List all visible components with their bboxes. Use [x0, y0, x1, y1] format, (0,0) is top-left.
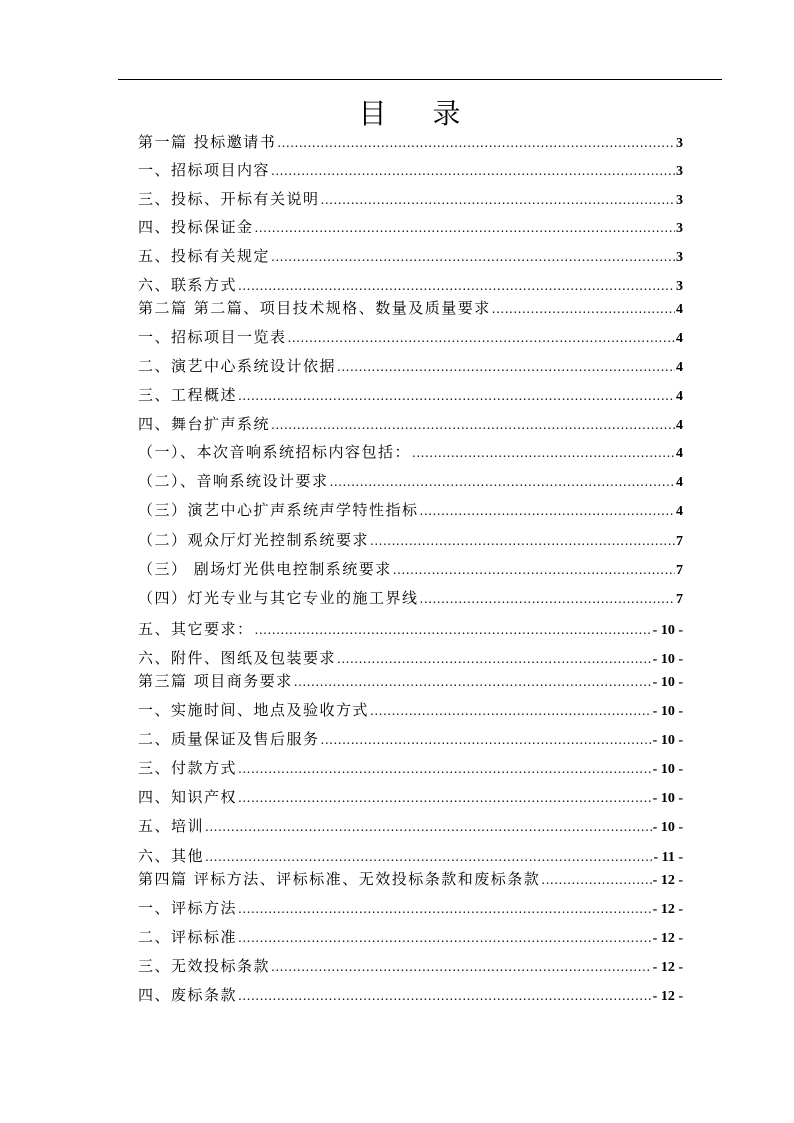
toc-entry[interactable]: [138, 274, 683, 296]
toc-dot-leader: [321, 189, 675, 211]
toc-dot-leader: [393, 559, 675, 581]
toc-title-part1: 目: [358, 97, 387, 130]
toc-entry[interactable]: [138, 529, 683, 551]
toc-entry-label: 一、招标项目一览表: [138, 328, 287, 346]
toc-entry-label: 三、付款方式: [138, 759, 238, 777]
toc-dot-leader: [321, 729, 652, 751]
toc-entry-page-number: 3: [676, 279, 683, 294]
toc-entry-label: 第四篇 评标方法、评标标准、无效投标条款和废标条款: [138, 870, 541, 888]
toc-entry-label: （四）灯光专业与其它专业的施工界线: [138, 589, 419, 607]
toc-dot-leader: [541, 869, 651, 891]
toc-entry[interactable]: [138, 845, 683, 867]
toc-entry-label: 五、投标有关规定: [138, 247, 271, 265]
toc-title-part2: 录: [432, 97, 461, 130]
toc-entry-page-number: 3: [676, 250, 683, 265]
toc-entry[interactable]: [138, 647, 683, 669]
toc-entry-label: （三）演艺中心扩声系统声学特性指标: [138, 501, 419, 519]
toc-entry-label: 第一篇 投标邀请书: [138, 133, 277, 151]
toc-entry-label: 四、舞台扩声系统: [138, 415, 271, 433]
toc-entry[interactable]: [138, 955, 683, 977]
toc-dot-leader: [238, 385, 675, 407]
toc-dot-leader: [420, 588, 675, 610]
toc-entry-page-number: - 12 -: [652, 960, 683, 975]
toc-dot-leader: [238, 898, 652, 920]
toc-entry-page-number: - 10 -: [652, 820, 683, 835]
toc-entry-page-number: 4: [676, 389, 683, 404]
toc-entry-label: 五、其它要求：: [138, 620, 254, 638]
toc-dot-leader: [277, 132, 675, 154]
toc-dot-leader: [238, 927, 652, 949]
toc-entry-page-number: - 12 -: [652, 931, 683, 946]
toc-dot-leader: [271, 414, 675, 436]
toc-entry-label: 第二篇 第二篇、项目技术规格、数量及质量要求: [138, 299, 491, 317]
toc-entry[interactable]: [138, 786, 683, 808]
toc-entry-page-number: - 12 -: [652, 873, 683, 888]
toc-dot-leader: [271, 160, 675, 182]
toc-entry-label: 三、无效投标条款: [138, 957, 271, 975]
toc-entry-page-number: 3: [676, 193, 683, 208]
toc-entry-page-number: 4: [676, 331, 683, 346]
toc-dot-leader: [205, 846, 652, 868]
toc-entry[interactable]: [138, 355, 683, 377]
toc-entry-page-number: 3: [676, 136, 683, 151]
toc-entry-page-number: 4: [676, 446, 683, 461]
toc-dot-leader: [238, 758, 652, 780]
toc-entry-label: 一、评标方法: [138, 899, 238, 917]
toc-entry[interactable]: [138, 470, 683, 492]
toc-entry-label: 六、附件、图纸及包装要求: [138, 649, 337, 667]
toc-entry-label: （二）观众厅灯光控制系统要求: [138, 531, 370, 549]
toc-entry-label: 二、演艺中心系统设计依据: [138, 357, 337, 375]
toc-entry[interactable]: [138, 699, 683, 721]
toc-dot-leader: [337, 356, 675, 378]
toc-entry[interactable]: [138, 926, 683, 948]
toc-entry-page-number: - 10 -: [652, 704, 683, 719]
toc-entry[interactable]: [138, 441, 683, 463]
toc-entry-page-number: - 12 -: [652, 989, 683, 1004]
toc-dot-leader: [337, 648, 652, 670]
toc-entry-page-number: 3: [676, 164, 683, 179]
toc-entry-page-number: 3: [676, 221, 683, 236]
header-rule: [118, 79, 722, 80]
toc-dot-leader: [370, 530, 675, 552]
toc-entry-page-number: - 10 -: [652, 733, 683, 748]
toc-dot-leader: [412, 442, 675, 464]
toc-entry[interactable]: [138, 159, 683, 181]
toc-entry-label: 二、评标标准: [138, 928, 238, 946]
toc-entry-label: 四、废标条款: [138, 986, 238, 1004]
toc-entry-label: 六、其他: [138, 847, 205, 865]
toc-entry-page-number: - 10 -: [652, 623, 683, 638]
toc-entry[interactable]: [138, 245, 683, 267]
toc-dot-leader: [271, 956, 652, 978]
toc-entry-page-number: 7: [676, 563, 683, 578]
toc-entry-page-number: - 10 -: [652, 762, 683, 777]
toc-entry-label: 四、知识产权: [138, 788, 238, 806]
toc-entry[interactable]: [138, 728, 683, 750]
toc-entry-label: 一、实施时间、地点及验收方式: [138, 701, 370, 719]
toc-entry[interactable]: [138, 897, 683, 919]
toc-entry[interactable]: [138, 384, 683, 406]
toc-entry-page-number: - 12 -: [652, 902, 683, 917]
toc-entry-label: 四、投标保证金: [138, 218, 254, 236]
toc-entry[interactable]: [138, 984, 683, 1006]
toc-dot-leader: [238, 985, 652, 1007]
toc-entry-page-number: 4: [676, 418, 683, 433]
toc-entry[interactable]: [138, 618, 683, 640]
toc-entry-label: 二、质量保证及售后服务: [138, 730, 320, 748]
toc-entry-label: 五、培训: [138, 817, 205, 835]
toc-entry-page-number: - 10 -: [652, 652, 683, 667]
toc-entry-label: （二）、音响系统设计要求: [138, 472, 329, 490]
toc-entry-page-number: - 10 -: [652, 675, 683, 690]
toc-entry[interactable]: [138, 326, 683, 348]
toc-dot-leader: [205, 816, 652, 838]
toc-dot-leader: [492, 298, 675, 320]
toc-entry-label: 三、工程概述: [138, 386, 238, 404]
toc-entry-page-number: 4: [676, 504, 683, 519]
toc-dot-leader: [330, 471, 675, 493]
toc-entry[interactable]: [138, 815, 683, 837]
toc-entry-page-number: 4: [676, 475, 683, 490]
toc-entry[interactable]: [138, 670, 683, 692]
toc-entry-label: （一）、本次音响系统招标内容包括：: [138, 443, 412, 461]
toc-entry-label: 一、招标项目内容: [138, 161, 271, 179]
toc-entry-page-number: - 11 -: [653, 850, 683, 865]
toc-entry[interactable]: [138, 216, 683, 238]
toc-dot-leader: [238, 275, 675, 297]
toc-title: [138, 96, 681, 132]
toc-dot-leader: [420, 500, 675, 522]
toc-entry[interactable]: [138, 413, 683, 435]
toc-entry[interactable]: [138, 868, 683, 890]
toc-entry-page-number: 7: [676, 534, 683, 549]
toc-entry[interactable]: [138, 757, 683, 779]
toc-entry[interactable]: [138, 499, 683, 521]
toc-dot-leader: [271, 246, 675, 268]
toc-dot-leader: [255, 619, 652, 641]
toc-entry-page-number: 4: [676, 302, 683, 317]
toc-entry-label: 第三篇 项目商务要求: [138, 672, 293, 690]
toc-entry[interactable]: [138, 587, 683, 609]
toc-dot-leader: [255, 217, 675, 239]
toc-entry-page-number: - 10 -: [652, 791, 683, 806]
toc-dot-leader: [288, 327, 675, 349]
toc-entry-label: 六、联系方式: [138, 276, 238, 294]
toc-entry[interactable]: [138, 558, 683, 580]
toc-entry[interactable]: [138, 297, 683, 319]
toc-dot-leader: [238, 787, 652, 809]
toc-entry-page-number: 7: [676, 592, 683, 607]
toc-entry[interactable]: [138, 131, 683, 153]
toc-entry-page-number: 4: [676, 360, 683, 375]
toc-entry-label: 三、投标、开标有关说明: [138, 190, 320, 208]
toc-entry-label: （三） 剧场灯光供电控制系统要求: [138, 560, 392, 578]
toc-entry[interactable]: [138, 188, 683, 210]
toc-dot-leader: [294, 671, 652, 693]
toc-dot-leader: [370, 700, 652, 722]
